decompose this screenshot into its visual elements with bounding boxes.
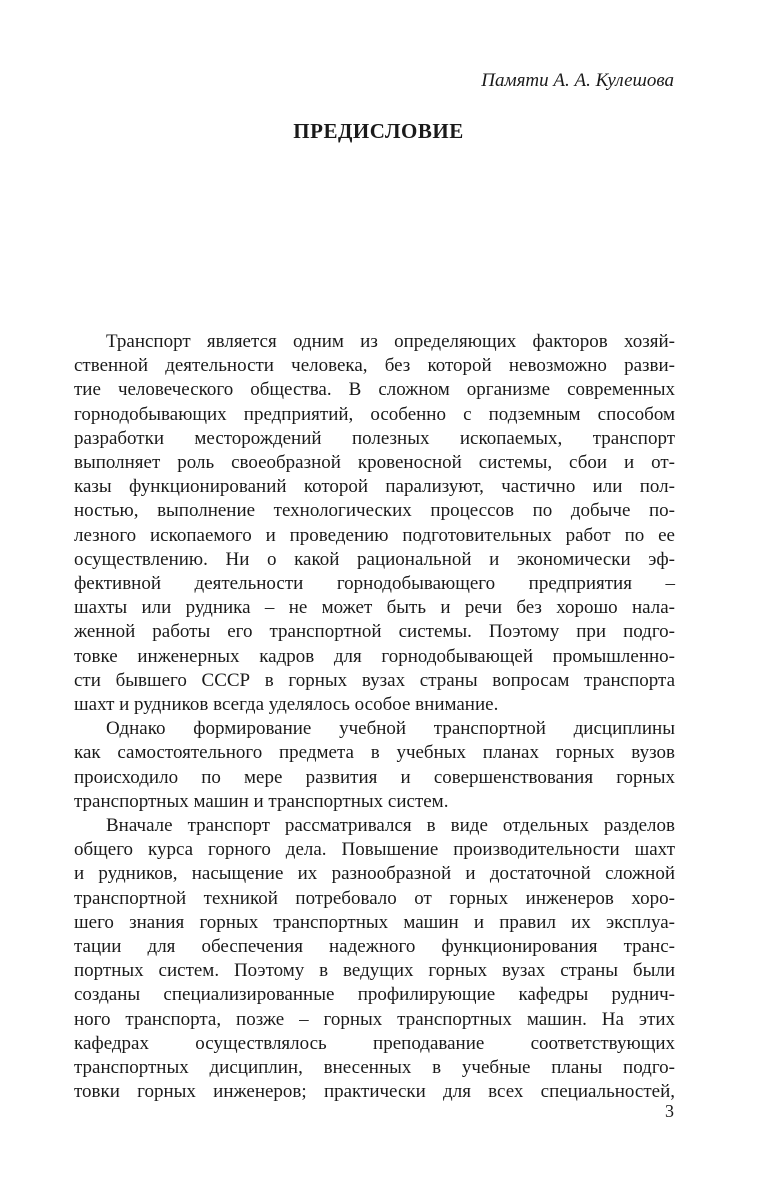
text-line: фективной деятельности горнодобывающего предприятия –: [74, 573, 675, 595]
page-title: ПРЕДИСЛОВИЕ: [293, 119, 464, 143]
paragraph-1: [74, 330, 675, 717]
text-line: транспортных дисциплин, внесенных в учебные планы подго-: [74, 1057, 675, 1079]
text-line: шахты или рудника – не может быть и речи без хорошо нала-: [74, 597, 675, 619]
text-line: ственной деятельности человека, без которой невозможно разви-: [74, 355, 675, 377]
text-line: сти бывшего СССР в горных вузах страны вопросам транспорта: [74, 669, 675, 691]
text-line: тации для обеспечения надежного функционирования транс-: [74, 936, 675, 958]
text-line: Однако формирование учебной транспортной дисциплины: [106, 718, 675, 740]
text-line: лезного ископаемого и проведению подготовительных работ по ее: [74, 524, 675, 546]
text-line: казы функционирований которой парализуют, частично или пол-: [74, 476, 675, 498]
text-line: транспортных машин и транспортных систем.: [74, 790, 449, 812]
text-line: женной работы его транспортной системы. Поэтому при подго-: [74, 621, 675, 643]
text-line: выполняет роль своеобразной кровеносной системы, сбои и от-: [74, 452, 675, 474]
paragraph-3: [74, 814, 675, 1104]
text-line: товке инженерных кадров для горнодобывающей промышленно-: [74, 645, 675, 667]
text-line: транспортной техникой потребовало от горных инженеров хоро-: [74, 887, 675, 909]
text-line: общего курса горного дела. Повышение производительности шахт: [74, 839, 675, 861]
text-line: ностью, выполнение технологических процессов по добыче по-: [74, 500, 675, 522]
text-line: товки горных инженеров; практически для всех специальностей,: [74, 1081, 675, 1103]
text-line: тие человеческого общества. В сложном организме современных: [74, 379, 675, 401]
text-line: шахт и рудников всегда уделялось особое внимание.: [74, 694, 499, 716]
body-text: [74, 330, 675, 1105]
text-line: как самостоятельного предмета в учебных планах горных вузов: [74, 742, 675, 764]
text-line: Вначале транспорт рассматривался в виде отдельных разделов: [106, 815, 675, 837]
text-line: разработки месторождений полезных ископаемых, транспорт: [74, 427, 675, 449]
text-line: кафедрах осуществлялось преподавание соответствующих: [74, 1032, 675, 1054]
text-line: созданы специализированные профилирующие кафедры руднич-: [74, 984, 675, 1006]
text-line: портных систем. Поэтому в ведущих горных вузах страны были: [74, 960, 675, 982]
text-line: горнодобывающих предприятий, особенно с подземным способом: [74, 403, 675, 425]
text-line: осуществлению. Ни о какой рациональной и экономически эф-: [74, 548, 675, 570]
text-line: шего знания горных транспортных машин и правил их эксплуа-: [74, 911, 675, 933]
dedication: Памяти А. А. Кулешова: [481, 70, 674, 91]
paragraph-2: [74, 717, 675, 814]
text-line: ного транспорта, позже – горных транспортных машин. На этих: [74, 1008, 675, 1030]
text-line: происходило по мере развития и совершенствования горных: [74, 766, 675, 788]
text-line: Транспорт является одним из определяющих факторов хозяй-: [106, 331, 675, 352]
page-number: 3: [665, 1101, 674, 1121]
text-line: и рудников, насыщение их разнообразной и достаточной сложной: [74, 863, 675, 885]
